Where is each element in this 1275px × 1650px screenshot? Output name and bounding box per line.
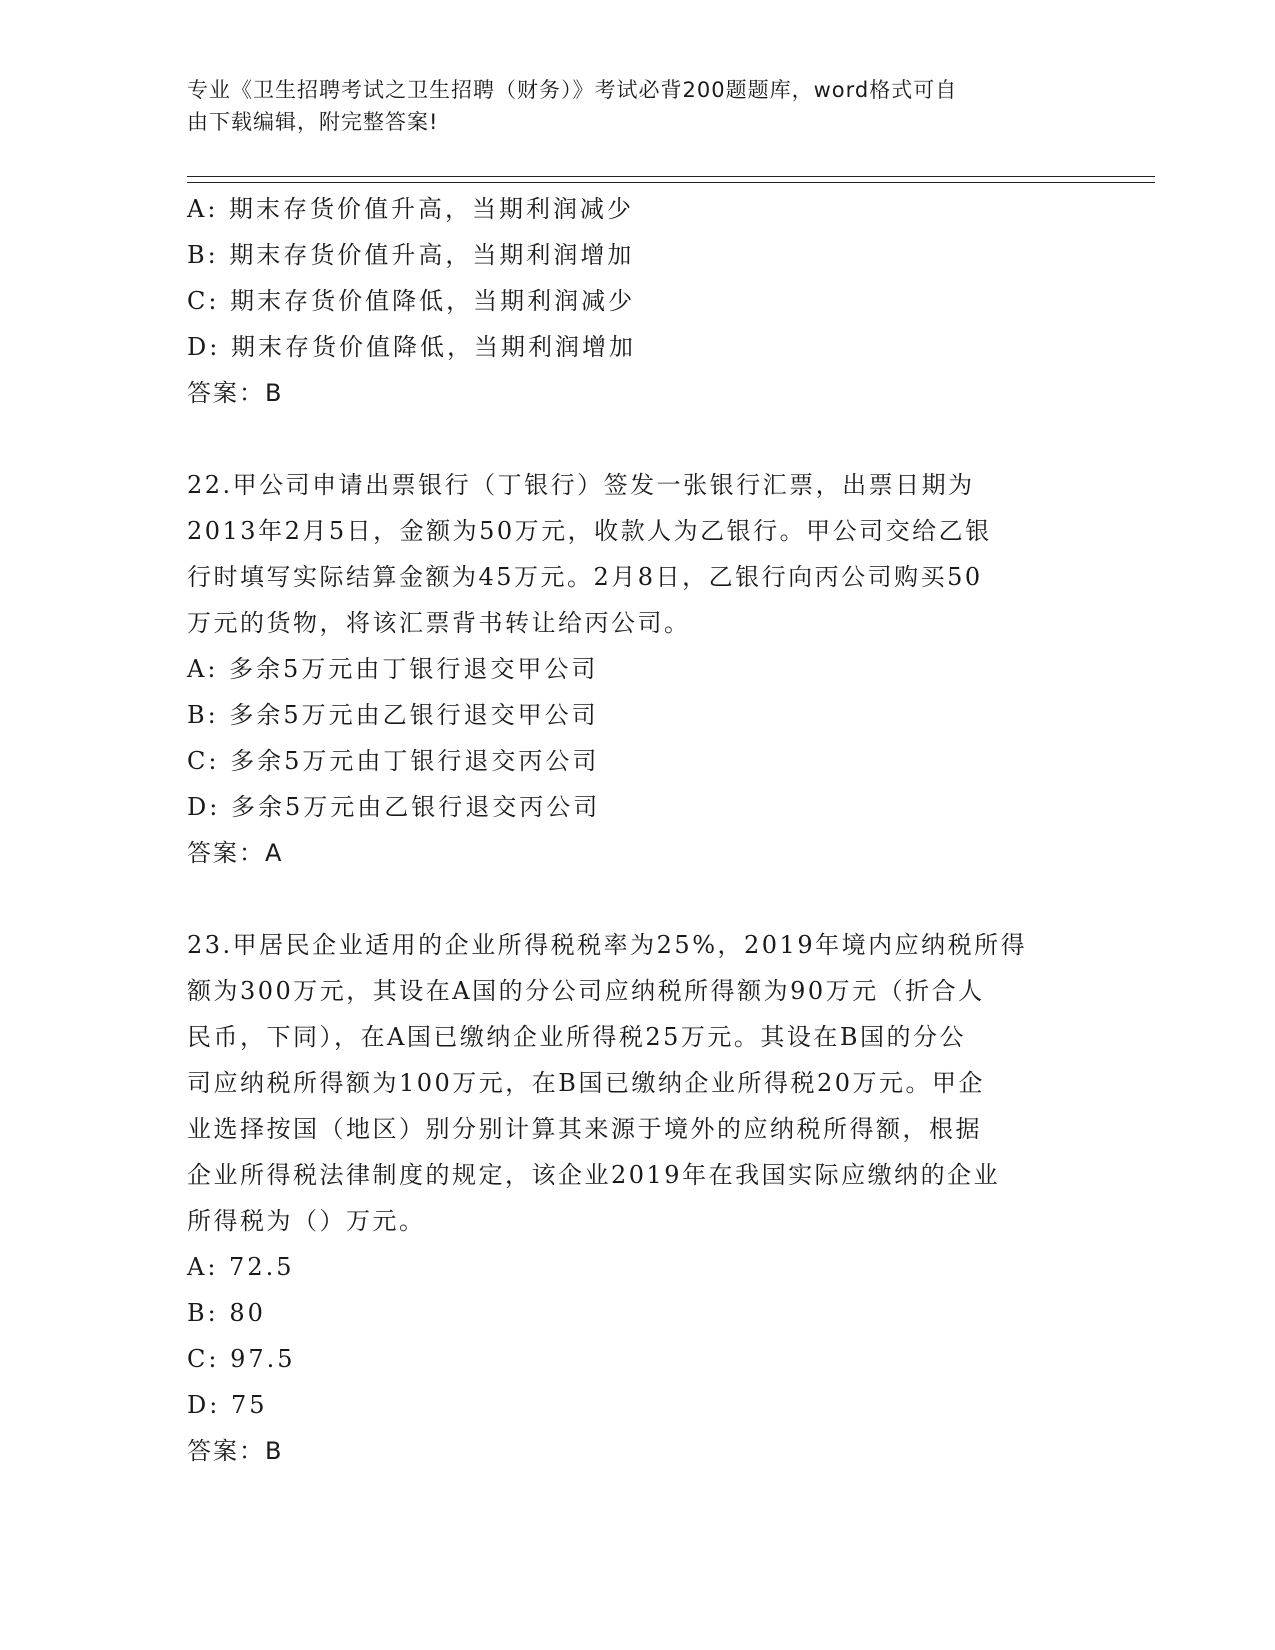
question-line: 民币，下同），在A国已缴纳企业所得税25万元。其设在B国的分公	[187, 1023, 967, 1051]
option-c: C: 期末存货价值降低，当期利润减少	[187, 287, 636, 315]
question-21	[187, 186, 1087, 416]
question-22	[187, 462, 1087, 876]
question-line: 司应纳税所得额为100万元，在B国已缴纳企业所得税20万元。甲企	[187, 1069, 985, 1097]
answer: 答案：A	[187, 839, 284, 867]
question-line: 23.甲居民企业适用的企业所得税税率为25%，2019年境内应纳税所得	[187, 931, 1028, 959]
question-line: 2013年2月5日，金额为50万元，收款人为乙银行。甲公司交给乙银	[187, 517, 992, 545]
question-23	[187, 922, 1087, 1474]
answer: 答案：B	[187, 379, 284, 407]
option-a: A: 多余5万元由丁银行退交甲公司	[187, 655, 599, 683]
option-b: B: 多余5万元由乙银行退交甲公司	[187, 701, 599, 729]
answer: 答案：B	[187, 1437, 284, 1465]
option-d: D: 期末存货价值降低，当期利润增加	[187, 333, 636, 361]
header-line-2: 由下载编辑，附完整答案!	[187, 110, 439, 134]
question-line: 业选择按国（地区）别分别计算其来源于境外的应纳税所得额，根据	[187, 1115, 982, 1143]
question-line: 企业所得税法律制度的规定，该企业2019年在我国实际应缴纳的企业	[187, 1161, 1001, 1189]
document-header	[187, 74, 1067, 138]
option-b: B: 期末存货价值升高，当期利润增加	[187, 241, 635, 269]
option-a: A: 期末存货价值升高，当期利润减少	[187, 195, 635, 223]
header-divider-thick	[187, 182, 1155, 183]
spacer	[187, 416, 1087, 462]
question-line: 22.甲公司申请出票银行（丁银行）签发一张银行汇票，出票日期为	[187, 471, 975, 499]
question-text	[187, 462, 1087, 646]
spacer	[187, 876, 1087, 922]
header-divider-thin	[187, 176, 1155, 177]
option-d: D: 多余5万元由乙银行退交丙公司	[187, 793, 601, 821]
option-b: B: 80	[187, 1299, 266, 1327]
question-line: 万元的货物，将该汇票背书转让给丙公司。	[187, 609, 691, 637]
header-line-1: 专业《卫生招聘考试之卫生招聘（财务）》考试必背200题题库，word格式可自	[187, 78, 958, 102]
option-c: C: 多余5万元由丁银行退交丙公司	[187, 747, 600, 775]
question-line: 所得税为（）万元。	[187, 1207, 426, 1235]
question-text	[187, 922, 1087, 1244]
question-list	[187, 186, 1087, 1474]
option-a: A: 72.5	[187, 1253, 295, 1281]
option-d: D: 75	[187, 1391, 268, 1419]
question-line: 行时填写实际结算金额为45万元。2月8日，乙银行向丙公司购买50	[187, 563, 983, 591]
option-c: C: 97.5	[187, 1345, 296, 1373]
question-line: 额为300万元，其设在A国的分公司应纳税所得额为90万元（折合人	[187, 977, 985, 1005]
